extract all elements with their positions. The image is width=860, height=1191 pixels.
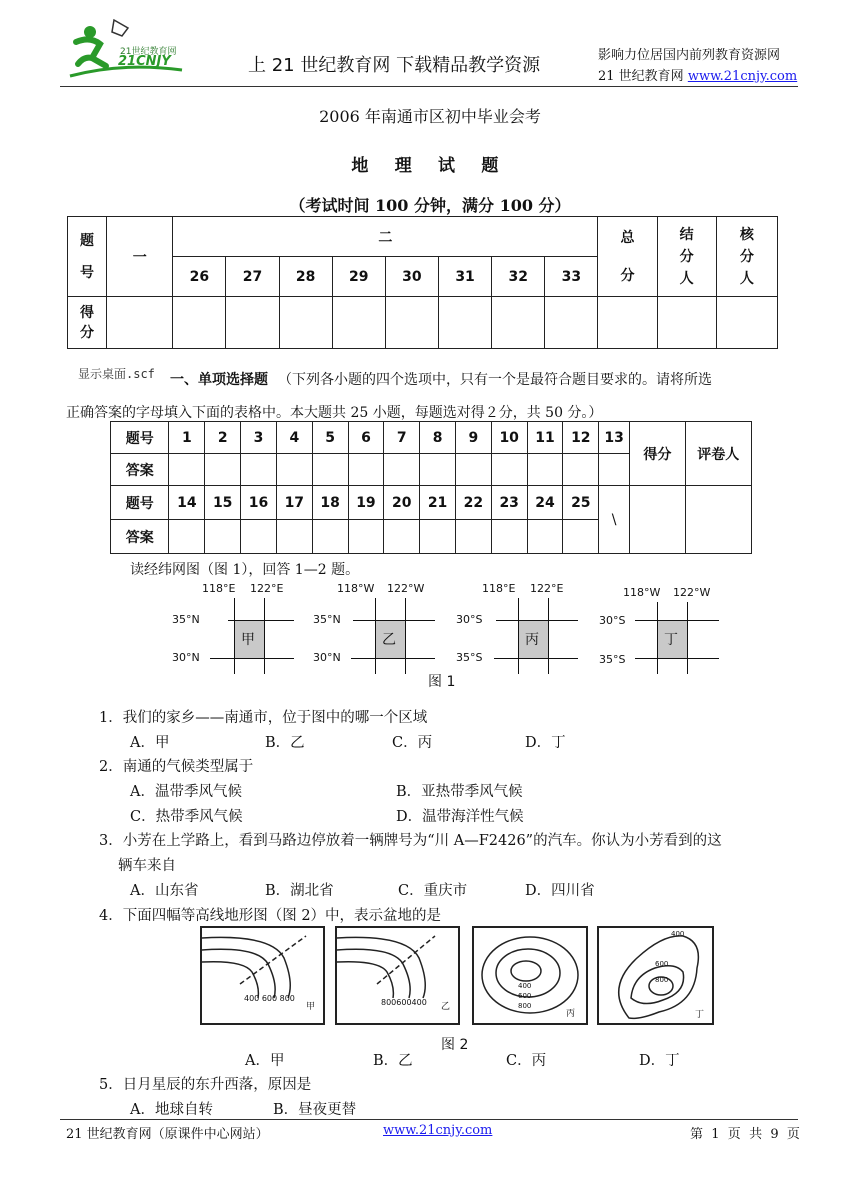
lat-bottom: 35°S [456, 651, 483, 664]
panel-label: 丁 [695, 1010, 705, 1020]
answer-num: 2 [205, 422, 241, 454]
q3-option-c[interactable]: C．重庆市 [398, 883, 468, 899]
answer-num: 25 [563, 486, 599, 520]
lon-right: 122°E [530, 582, 564, 595]
answer-cell[interactable] [241, 454, 277, 486]
answer-cell[interactable] [455, 520, 491, 554]
header-site-line [598, 65, 797, 84]
answer-cell[interactable] [205, 454, 241, 486]
region-label: 丙 [525, 632, 539, 648]
section1-heading: 一、单项选择题 [170, 372, 268, 388]
q1-option-c[interactable]: C．丙 [392, 735, 433, 751]
contour-values: 400 600 800 [244, 994, 295, 1003]
q1-option-a[interactable]: A．甲 [130, 735, 170, 751]
score-col-27: 27 [226, 257, 279, 297]
contour-panel-bing [472, 926, 588, 1025]
answer-backslash: \ [599, 486, 630, 554]
score-table [67, 216, 778, 349]
question-3-cont: 辆车来自 [118, 858, 176, 874]
q2-option-c[interactable]: C．热带季风气候 [130, 809, 243, 825]
answer-num: 8 [420, 422, 456, 454]
logo-text-bottom: 21CNJY [118, 54, 171, 69]
pingjuan-cell[interactable] [685, 486, 751, 554]
answer-cell[interactable] [241, 520, 277, 554]
panel-label: 丙 [566, 1009, 576, 1019]
lat-bottom: 30°N [172, 651, 200, 664]
exam-title: 2006 年南通市区初中毕业会考 [319, 107, 541, 126]
score-cell[interactable] [716, 297, 777, 349]
panel-label: 乙 [441, 1002, 451, 1012]
answer-num: 9 [455, 422, 491, 454]
question-2: 2．南通的气候类型属于 [99, 759, 254, 775]
answer-cell[interactable] [312, 454, 348, 486]
lon-left: 118°W [337, 582, 375, 595]
header-slogan: 上 21 世纪教育网 下载精品教学资源 [248, 55, 541, 76]
footer-link[interactable]: www.21cnjy.com [383, 1123, 493, 1138]
lat-bottom: 35°S [599, 653, 626, 666]
answer-num: 19 [348, 486, 384, 520]
answer-defen-label: 得分 [630, 422, 686, 486]
q2-option-a[interactable]: A．温带季风气候 [130, 784, 242, 800]
score-header-one: 一 [107, 217, 173, 297]
score-header-tihao: 题 号 [68, 217, 107, 297]
answer-cell[interactable] [491, 454, 527, 486]
q1-option-b[interactable]: B．乙 [265, 735, 305, 751]
contour-value: 400 [518, 982, 532, 990]
grid-panel-jia [172, 580, 297, 675]
subject-title: 地 理 试 题 [351, 156, 509, 176]
lat-bottom: 30°N [313, 651, 341, 664]
answer-tihao-label: 题号 [111, 422, 169, 454]
answer-cell[interactable] [205, 520, 241, 554]
score-col-26: 26 [173, 257, 226, 297]
lat-top: 35°N [313, 613, 341, 626]
region-label: 甲 [241, 632, 255, 648]
contour-value: 800 [518, 1002, 532, 1010]
score-cell[interactable] [438, 297, 491, 349]
lon-right: 122°E [250, 582, 284, 595]
answer-num: 4 [276, 422, 312, 454]
lon-left: 118°W [623, 586, 661, 599]
header-site-link[interactable]: www.21cnjy.com [687, 69, 798, 84]
q4-option-a[interactable]: A．甲 [245, 1053, 285, 1069]
answer-num: 17 [276, 486, 312, 520]
contour-panel-ding [597, 926, 714, 1025]
answer-num: 21 [420, 486, 456, 520]
answer-cell[interactable] [420, 454, 456, 486]
question-1: 1．我们的家乡——南通市，位于图中的哪一个区域 [99, 710, 428, 726]
q2-option-d[interactable]: D．温带海洋性气候 [396, 809, 524, 825]
answer-num: 16 [241, 486, 277, 520]
answer-cell[interactable] [348, 454, 384, 486]
answer-table [110, 421, 752, 554]
answer-num: 22 [455, 486, 491, 520]
answer-cell[interactable] [527, 520, 563, 554]
score-cell[interactable] [173, 297, 226, 349]
answer-num: 13 [599, 422, 630, 454]
site-logo [62, 18, 202, 80]
contour-value: 600 [518, 992, 532, 1000]
lat-top: 30°S [599, 614, 626, 627]
contour-values: 800600400 [381, 998, 427, 1007]
figure1-intro: 读经纬网图（图 1），回答 1—2 题。 [130, 562, 360, 578]
answer-num: 1 [169, 422, 205, 454]
q4-option-c[interactable]: C．丙 [506, 1053, 547, 1069]
answer-pingjuan-label: 评卷人 [685, 422, 751, 486]
score-cell[interactable] [107, 297, 173, 349]
answer-cell[interactable] [312, 520, 348, 554]
answer-cell[interactable] [276, 454, 312, 486]
answer-cell[interactable] [384, 520, 420, 554]
answer-num: 10 [491, 422, 527, 454]
contour-value: 400 [671, 930, 685, 938]
score-cell[interactable] [598, 297, 657, 349]
contour-panel-jia [200, 926, 325, 1025]
file-label[interactable]: 显示桌面.scf [78, 367, 155, 381]
figure1-caption: 图 1 [428, 674, 456, 690]
score-cell[interactable] [385, 297, 438, 349]
header-site-name: 21 世纪教育网 [598, 69, 688, 84]
header-tagline: 影响力位居国内前列教育资源网 [598, 48, 781, 63]
score-cell[interactable] [492, 297, 545, 349]
answer-num: 24 [527, 486, 563, 520]
q1-option-d[interactable]: D．丁 [525, 735, 566, 751]
answer-cell[interactable] [420, 520, 456, 554]
answer-num: 12 [563, 422, 599, 454]
question-5: 5．日月星辰的东升西落，原因是 [99, 1077, 312, 1093]
score-header-hefen: 核 分 人 [716, 217, 777, 297]
score-cell[interactable] [657, 297, 716, 349]
score-col-32: 32 [492, 257, 545, 297]
region-label: 乙 [382, 632, 396, 648]
grid-panel-bing [456, 580, 581, 675]
logo-text-top: 21世纪教育网 [120, 47, 177, 57]
answer-cell[interactable] [491, 520, 527, 554]
footer-page: 第 1 页 共 9 页 [690, 1127, 800, 1142]
score-col-29: 29 [332, 257, 385, 297]
answer-num: 20 [384, 486, 420, 520]
answer-cell[interactable] [169, 454, 205, 486]
score-cell[interactable] [332, 297, 385, 349]
answer-cell[interactable] [527, 454, 563, 486]
contour-value: 800 [655, 976, 669, 984]
grid-panel-yi [313, 580, 438, 675]
q3-option-d[interactable]: D．四川省 [525, 883, 595, 899]
score-col-31: 31 [438, 257, 491, 297]
question-4: 4．下面四幅等高线地形图（图 2）中，表示盆地的是 [99, 908, 442, 924]
score-cell[interactable] [279, 297, 332, 349]
section1-heading-line [170, 369, 712, 389]
score-header-jiefen: 结 分 人 [657, 217, 716, 297]
q4-option-b[interactable]: B．乙 [373, 1053, 413, 1069]
defen-cell[interactable] [630, 486, 686, 554]
header-divider [60, 86, 798, 87]
answer-cell[interactable] [455, 454, 491, 486]
answer-tihao-label: 题号 [111, 486, 169, 520]
figure2-caption: 图 2 [441, 1037, 469, 1053]
answer-num: 18 [312, 486, 348, 520]
answer-num: 6 [348, 422, 384, 454]
footer-left: 21 世纪教育网（原课件中心网站） [66, 1127, 269, 1142]
answer-cell[interactable] [169, 520, 205, 554]
answer-num: 15 [205, 486, 241, 520]
lon-left: 118°E [202, 582, 236, 595]
panel-label: 甲 [306, 1002, 316, 1012]
region-label: 丁 [664, 632, 678, 648]
q3-option-b[interactable]: B．湖北省 [265, 883, 334, 899]
q2-option-b[interactable]: B．亚热带季风气候 [396, 784, 523, 800]
contour-panel-yi [335, 926, 460, 1025]
answer-daan-label: 答案 [111, 454, 169, 486]
answer-num: 5 [312, 422, 348, 454]
footer-divider [60, 1119, 798, 1120]
score-cell[interactable] [545, 297, 598, 349]
answer-num: 23 [491, 486, 527, 520]
answer-daan-label: 答案 [111, 520, 169, 554]
lat-top: 30°S [456, 613, 483, 626]
section1-intro-2: 正确答案的字母填入下面的表格中。本大题共 25 小题，每题选对得２分，共 50 分。） [66, 405, 603, 421]
score-header-total: 总 分 [598, 217, 657, 297]
q5-option-b[interactable]: B．昼夜更替 [273, 1102, 357, 1118]
answer-cell[interactable] [348, 520, 384, 554]
lon-right: 122°W [673, 586, 711, 599]
contour-value: 600 [655, 960, 669, 968]
question-3: 3．小芳在上学路上，看到马路边停放着一辆牌号为“川 A—F2426”的汽车。你认为小芳看到的这 [99, 833, 722, 849]
q3-option-a[interactable]: A．山东省 [130, 883, 199, 899]
q5-option-a[interactable]: A．地球自转 [130, 1102, 213, 1118]
q4-option-d[interactable]: D．丁 [639, 1053, 680, 1069]
grid-panel-ding [597, 580, 722, 675]
lon-left: 118°E [482, 582, 516, 595]
score-cell[interactable] [226, 297, 279, 349]
score-col-30: 30 [385, 257, 438, 297]
answer-cell[interactable] [384, 454, 420, 486]
exam-info: （考试时间 100 分钟，满分 100 分） [289, 196, 571, 215]
answer-num: 11 [527, 422, 563, 454]
lon-right: 122°W [387, 582, 425, 595]
answer-num: 7 [384, 422, 420, 454]
answer-cell[interactable] [276, 520, 312, 554]
answer-num: 14 [169, 486, 205, 520]
answer-cell[interactable] [599, 454, 630, 486]
answer-cell[interactable] [563, 520, 599, 554]
score-header-two: 二 [173, 217, 598, 257]
score-col-33: 33 [545, 257, 598, 297]
lat-top: 35°N [172, 613, 200, 626]
section1-intro: （下列各小题的四个选项中，只有一个是最符合题目要求的。请将所选 [278, 372, 712, 388]
score-row-defen: 得 分 [68, 297, 107, 349]
score-col-28: 28 [279, 257, 332, 297]
answer-num: 3 [241, 422, 277, 454]
answer-cell[interactable] [563, 454, 599, 486]
